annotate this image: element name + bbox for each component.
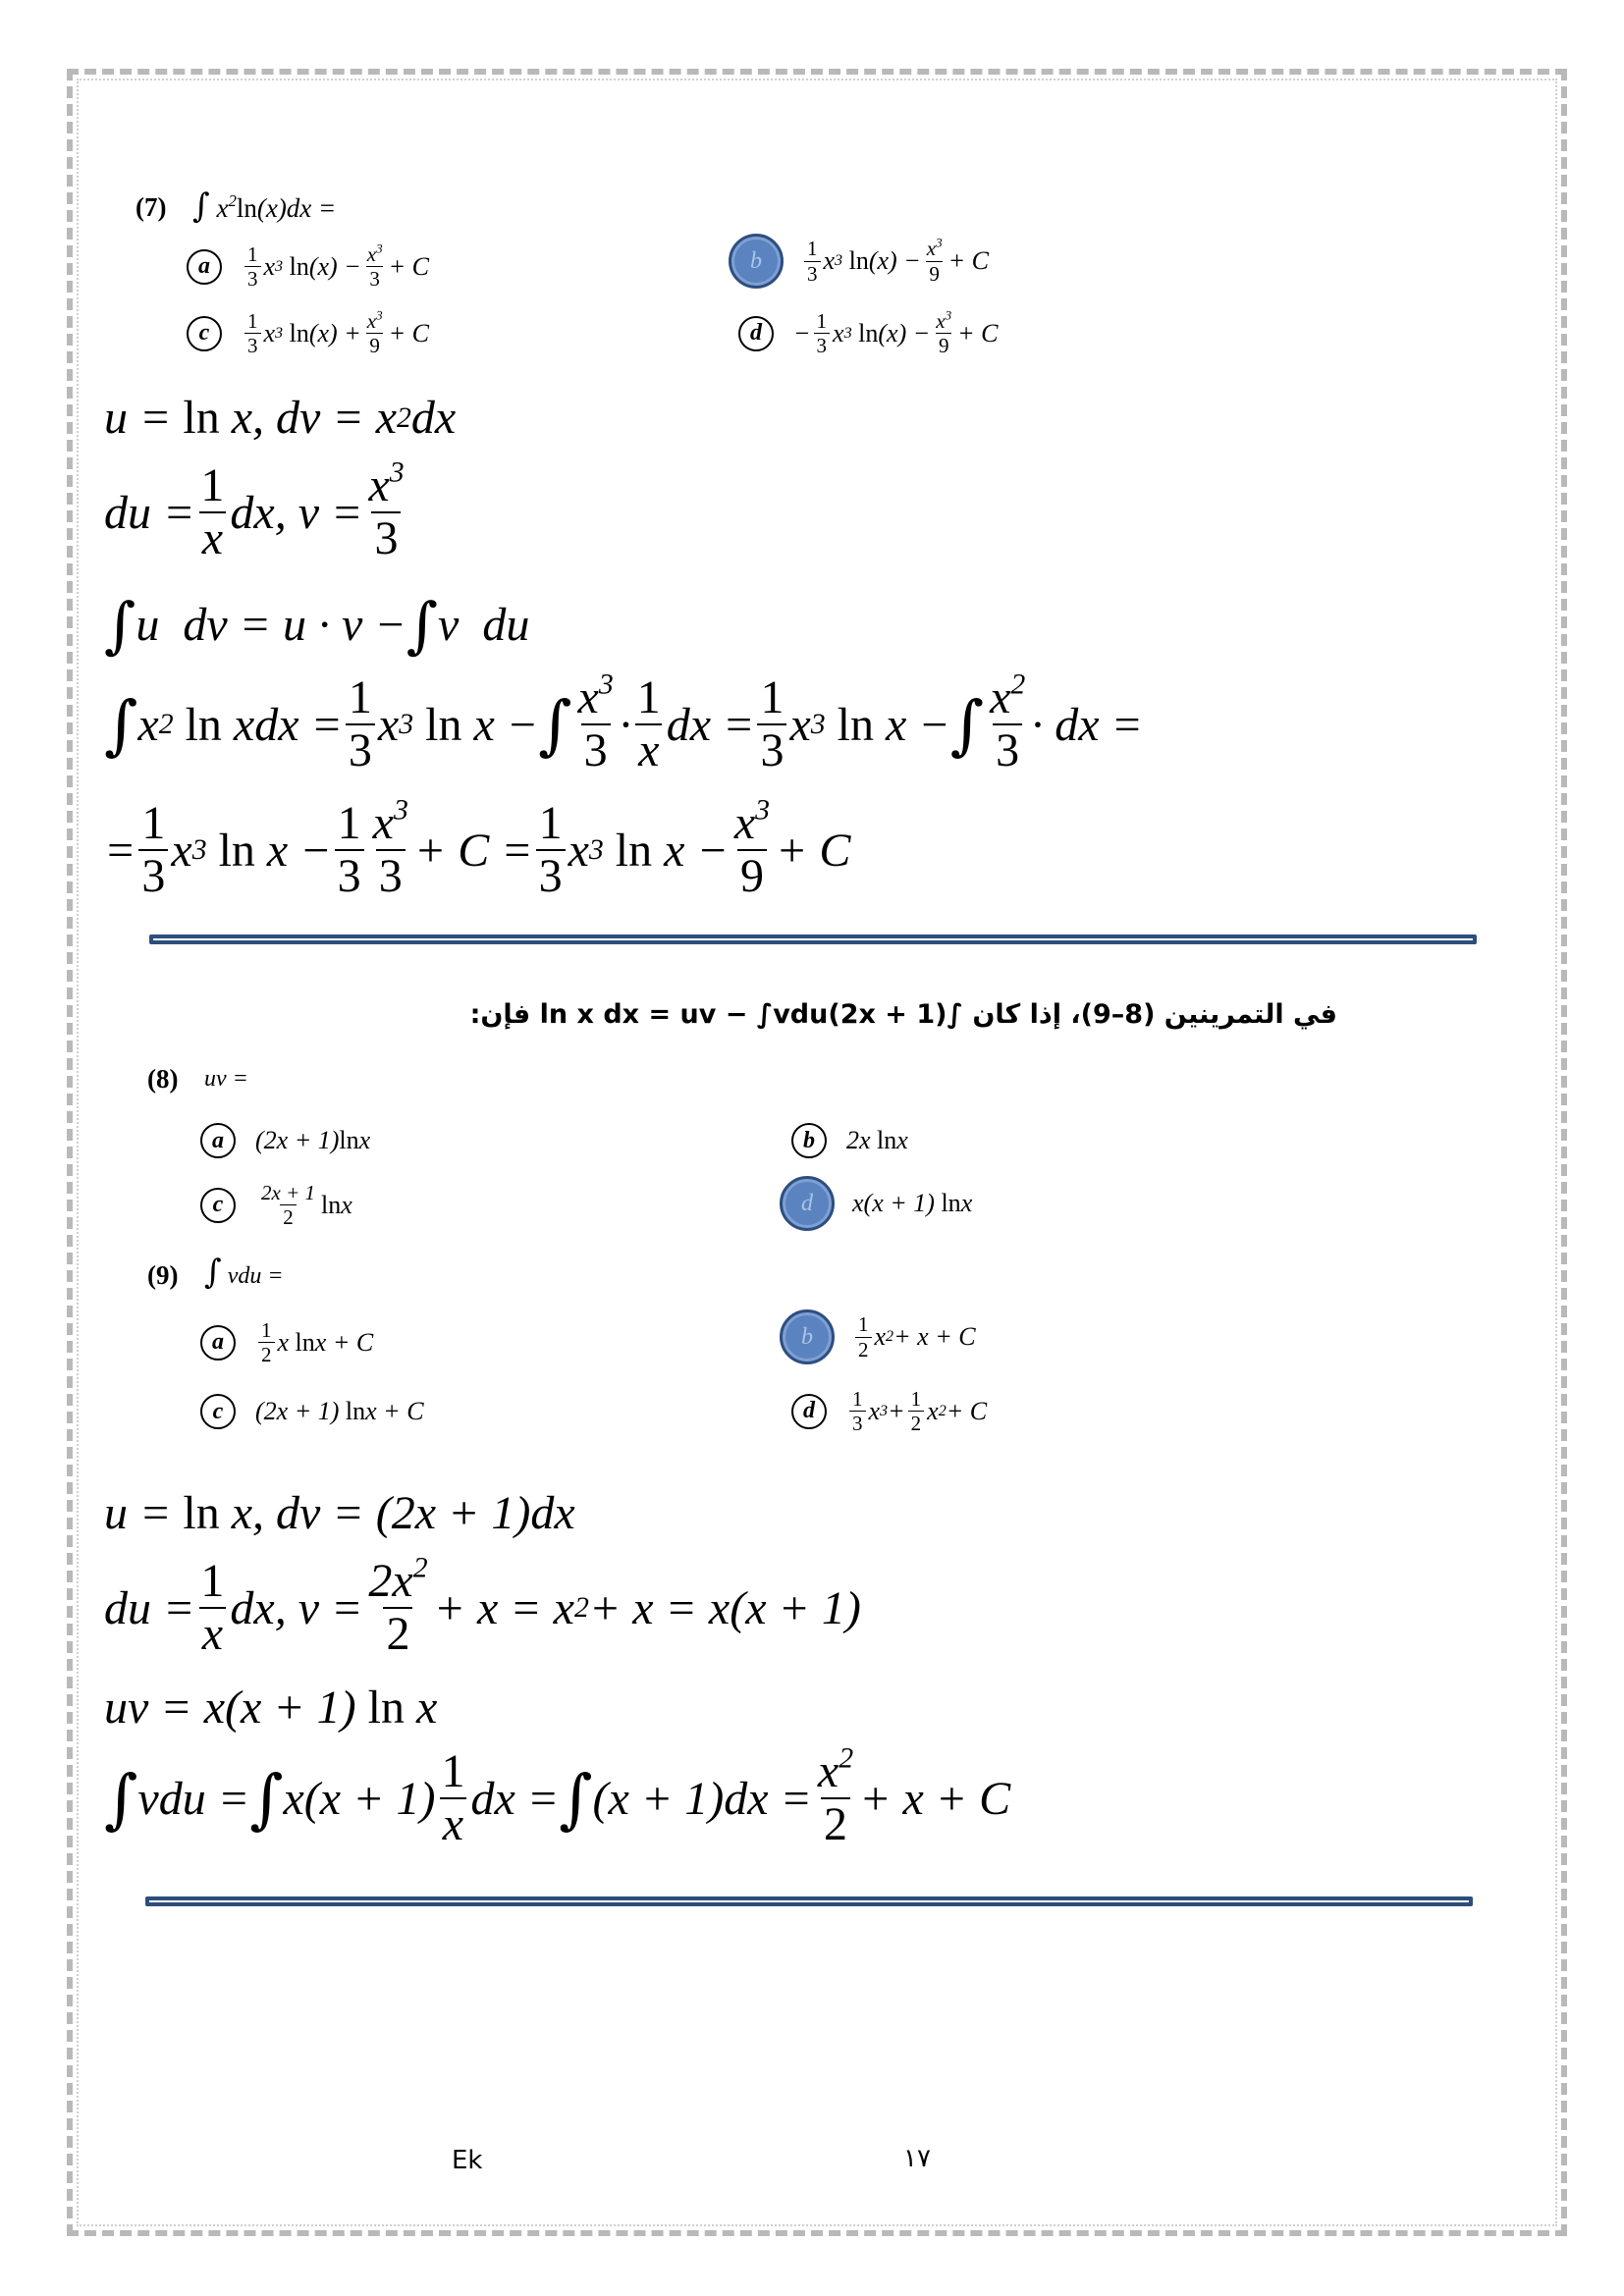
option-letter-b: b: [791, 1123, 827, 1158]
q7-option-b[interactable]: b $\frac{1}{3}$ x 3 ln (x) − $\frac{x^3}{9}$ + C: [729, 234, 989, 289]
sol89-line3: uv = x(x + 1) ln x: [104, 1682, 438, 1734]
q7-option-a[interactable]: a $\frac{1}{3}$ x 3 ln (x) − $\frac{x^3}{3}$ + C: [187, 243, 429, 290]
q9-expression: ∫ vdu =: [204, 1253, 284, 1292]
q7-label: (7): [135, 192, 167, 222]
option-letter-d: d: [791, 1394, 827, 1429]
q8-expression: uv =: [204, 1066, 248, 1092]
option-letter-b-selected: b: [780, 1309, 835, 1364]
sol7-line3: ∫ u dv = u · v − ∫ v du: [104, 589, 530, 661]
option-letter-c: c: [200, 1188, 236, 1223]
q9-option-b[interactable]: b $\frac{1}{2}$ x 2 + x + C: [780, 1309, 976, 1364]
q8-option-b[interactable]: b 2x ln x: [791, 1123, 908, 1158]
sol7-line5: = $\frac{1}{3}$ x 3 ln x − $\frac{1}{3}$ $\frac{x^3}{3}$ + C = $\frac{1}{3}$ x 3 ln x − $\frac{x^3}{9}$ + C: [104, 793, 851, 903]
q7-option-d[interactable]: d − $\frac{1}{3}$ x 3 ln (x) − $\frac{x^3}{9}$ + C: [738, 310, 999, 356]
sol89-line4: ∫ vdu = ∫ x(x + 1) $\frac{1}{x}$ dx = ∫ (x + 1)dx = $\frac{x^2}{2}$ + x + C: [104, 1741, 1011, 1851]
option-letter-a: a: [200, 1123, 236, 1158]
q8-option-a[interactable]: a (2x + 1) ln x: [200, 1123, 370, 1158]
intro-instruction: في التمرينين (8–9)، إذا كان ∫(2x + 1)ln x dx = uv − ∫vdu فإن:: [469, 999, 1337, 1030]
option-letter-d-selected: d: [780, 1176, 835, 1231]
option-letter-b-selected: b: [729, 234, 784, 289]
option-letter-a: a: [187, 249, 222, 285]
q9-option-d[interactable]: d $\frac{1}{3}$ x 3 + $\frac{1}{2}$ x 2 + C: [791, 1388, 987, 1434]
q9-option-c[interactable]: c (2x + 1) ln x + C: [200, 1394, 424, 1429]
footer-page-number: ١٧: [903, 2144, 931, 2173]
sol7-line1: u = ln x, dv = x 2 dx: [104, 392, 457, 444]
section-divider-1: [149, 934, 1477, 944]
q8-option-d[interactable]: d x(x + 1) ln x: [780, 1176, 972, 1231]
q8-label: (8): [147, 1064, 179, 1094]
q9-label: (9): [147, 1260, 179, 1290]
option-letter-a: a: [200, 1325, 236, 1361]
q7-expression: ∫ $x^2\ln(x)dx$ =: [192, 187, 337, 226]
section-divider-2: [145, 1896, 1473, 1906]
option-letter-c: c: [187, 316, 222, 351]
option-letter-d: d: [738, 316, 774, 351]
sol7-line2: du = $\frac{1}{x}$ dx, v = $\frac{x^3}{3}$: [104, 455, 405, 565]
option-letter-c: c: [200, 1394, 236, 1429]
q7-option-c[interactable]: c $\frac{1}{3}$ x 3 ln (x) + $\frac{x^3}{9}$ + C: [187, 310, 429, 356]
q9-option-a[interactable]: a $\frac{1}{2}$ x ln x + C: [200, 1319, 373, 1365]
footer-author: Ek: [452, 2146, 483, 2175]
sol7-line4: ∫ x 2 ln xdx = $\frac{1}{3}$ x 3 ln x − ∫ $\frac{x^3}{3}$ · $\frac{1}{x}$ dx = $\frac{1}{3}$ x 3 ln x − ∫ $\frac{x^2}{3}$ · dx =: [104, 667, 1143, 777]
sol89-line2: du = $\frac{1}{x}$ dx, v = $\frac{2x^2}{2}$ + x = x 2 + x = x(x + 1): [104, 1551, 861, 1661]
q8-option-c[interactable]: c $\frac{2x + 1}{2}$ ln x: [200, 1182, 352, 1228]
sol89-line1: u = ln x, dv = (2x + 1)dx: [104, 1487, 575, 1539]
